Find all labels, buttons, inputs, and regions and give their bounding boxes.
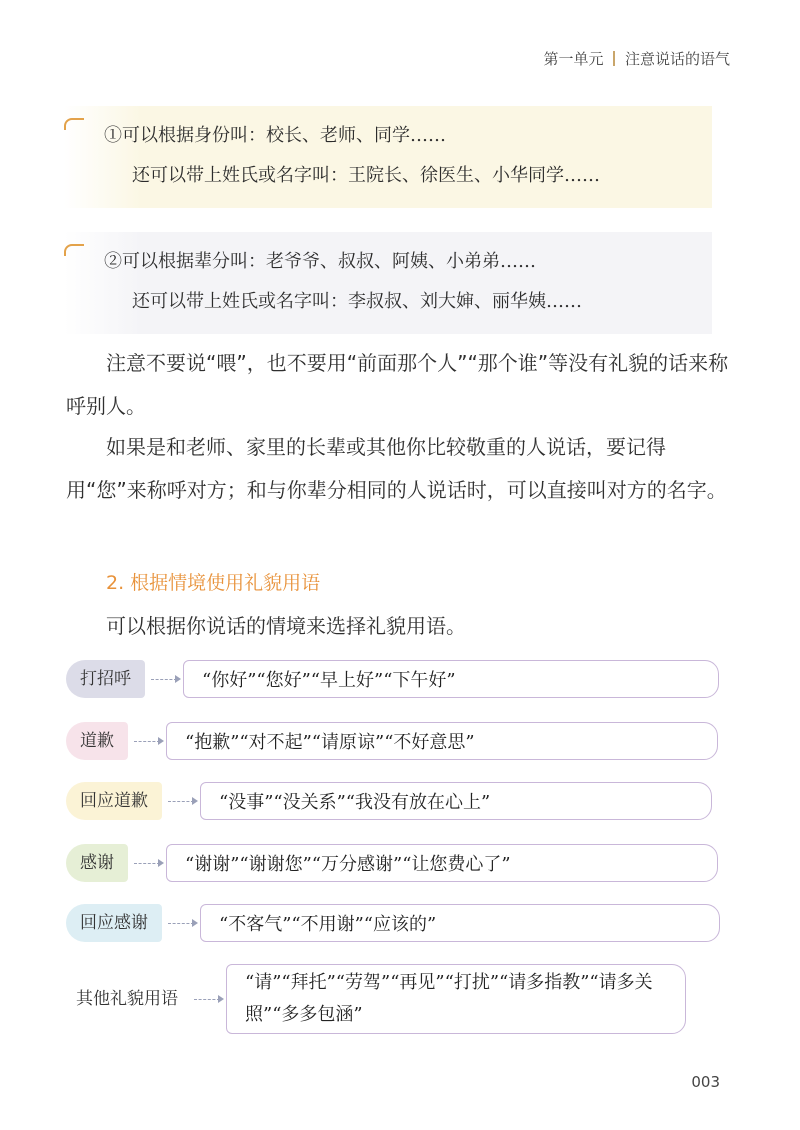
note-line: ①可以根据身份叫：校长、老师、同学…… <box>104 125 446 146</box>
phrase-box: “没事”“没关系”“我没有放在心上” <box>200 782 712 820</box>
unit-label: 第一单元 <box>543 50 604 68</box>
situation-label: 打招呼 <box>66 660 145 698</box>
note-box-seniority <box>64 232 712 334</box>
arrow-icon <box>134 741 160 742</box>
situation-row <box>66 964 686 1034</box>
phrase-box: “请”“拜托”“劳驾”“再见”“打扰”“请多指教”“请多关照”“多多包涵” <box>226 964 686 1034</box>
note-box-identity <box>64 106 712 208</box>
situation-row <box>66 722 718 760</box>
header-divider <box>613 51 615 66</box>
situation-label: 感谢 <box>66 844 128 882</box>
section-heading: 2. 根据情境使用礼貌用语 <box>106 572 321 594</box>
phrase-box: “抱歉”“对不起”“请原谅”“不好意思” <box>166 722 718 760</box>
running-header <box>543 48 730 69</box>
bracket-icon <box>64 244 84 256</box>
note-line: ②可以根据辈分叫：老爷爷、叔叔、阿姨、小弟弟…… <box>104 251 536 272</box>
situation-row <box>66 782 712 820</box>
situation-row <box>66 844 718 882</box>
phrase-box: “谢谢”“谢谢您”“万分感谢”“让您费心了” <box>166 844 718 882</box>
situation-label: 回应道歉 <box>66 782 162 820</box>
arrow-icon <box>194 999 220 1000</box>
arrow-icon <box>168 923 194 924</box>
chapter-title: 注意说话的语气 <box>624 50 730 68</box>
situation-label: 其他礼貌用语 <box>76 989 178 1009</box>
bracket-icon <box>64 118 84 130</box>
phrase-box: “你好”“您好”“早上好”“下午好” <box>183 660 719 698</box>
arrow-icon <box>134 863 160 864</box>
page-number: 003 <box>691 1073 720 1091</box>
arrow-icon <box>168 801 194 802</box>
section-intro: 可以根据你说话的情境来选择礼貌用语。 <box>106 614 466 638</box>
situation-row <box>66 660 719 698</box>
body-paragraph: 注意不要说“喂”，也不要用“前面那个人”“那个谁”等没有礼貌的话来称呼别人。 <box>66 351 729 418</box>
note-line: 还可以带上姓氏或名字叫：王院长、徐医生、小华同学…… <box>132 165 600 186</box>
note-line: 还可以带上姓氏或名字叫：李叔叔、刘大婶、丽华姨…… <box>132 291 582 312</box>
situation-label: 回应感谢 <box>66 904 162 942</box>
body-paragraph: 如果是和老师、家里的长辈或其他你比较敬重的人说话，要记得用“您”来称呼对方；和与你辈分相同的人说话时，可以直接叫对方的名字。 <box>66 435 727 502</box>
arrow-icon <box>151 679 177 680</box>
phrase-box: “不客气”“不用谢”“应该的” <box>200 904 720 942</box>
situation-label: 道歉 <box>66 722 128 760</box>
situation-row <box>66 904 720 942</box>
